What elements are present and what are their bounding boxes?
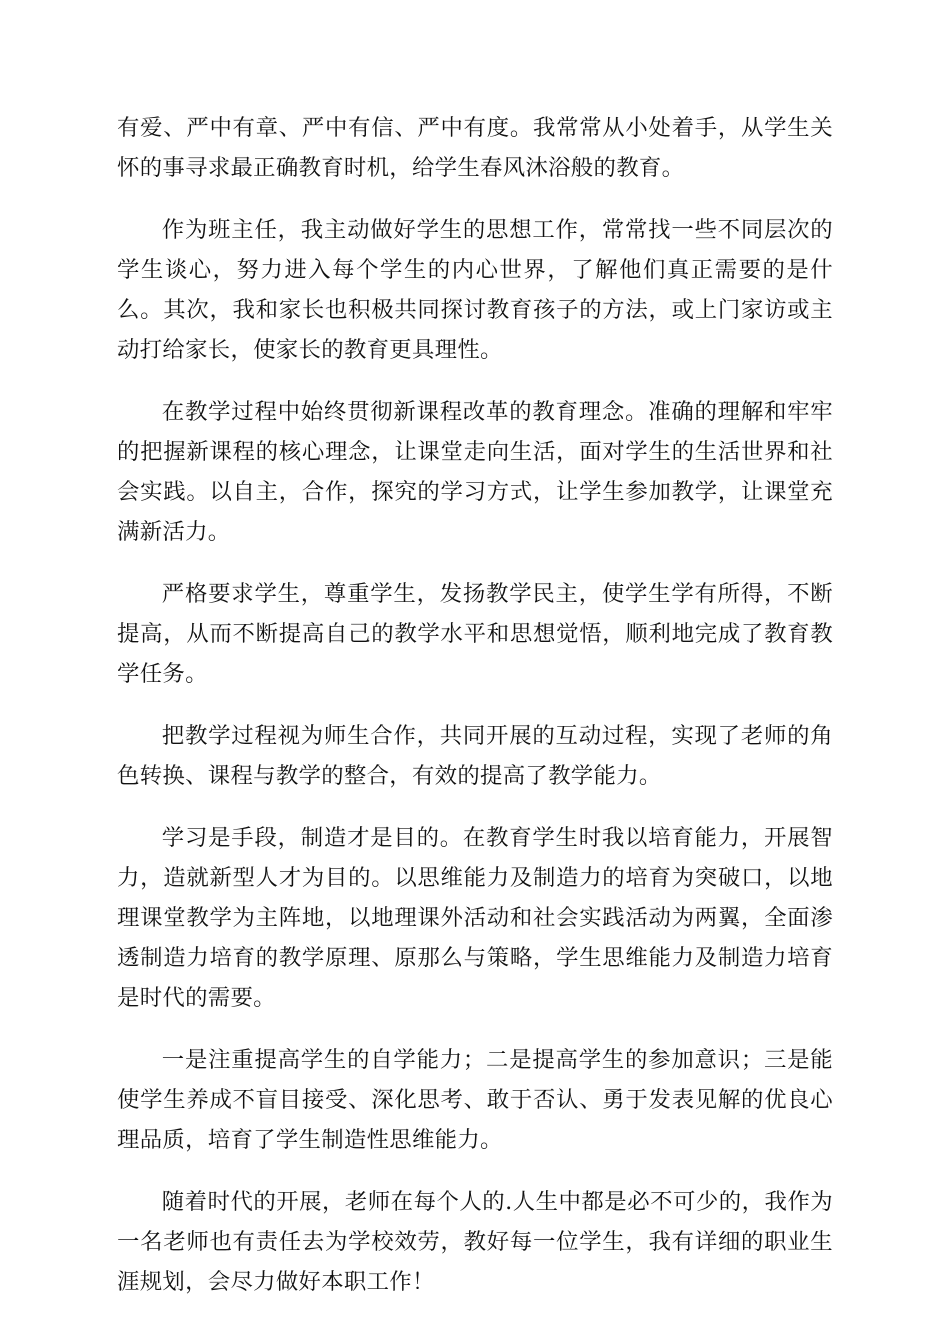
paragraph-3: 在教学过程中始终贯彻新课程改革的教育理念。准确的理解和牢牢的把握新课程的核心理念，让课堂走向生活，面对学生的生活世界和社会实践。以自主，合作，探究的学习方式，让学生参加教学，让课堂充满新活力。 bbox=[117, 399, 833, 545]
paragraph-8: 随着时代的开展，老师在每个人的.人生中都是必不可少的，我作为一名老师也有责任去为学校效劳，教好每一位学生，我有详细的职业生涯规划，会尽力做好本职工作！ bbox=[117, 1189, 833, 1295]
document-page bbox=[117, 108, 833, 1324]
paragraph-4: 严格要求学生，尊重学生，发扬教学民主，使学生学有所得，不断提高，从而不断提高自己的教学水平和思想觉悟，顺利地完成了教育教学任务。 bbox=[117, 581, 833, 687]
paragraph-5: 把教学过程视为师生合作，共同开展的互动过程，实现了老师的角色转换、课程与教学的整合，有效的提高了教学能力。 bbox=[117, 723, 833, 789]
paragraph-7: 一是注重提高学生的自学能力；二是提高学生的参加意识；三是能使学生养成不盲目接受、深化思考、敢于否认、勇于发表见解的优良心理品质，培育了学生制造性思维能力。 bbox=[117, 1047, 833, 1153]
paragraph-2: 作为班主任，我主动做好学生的思想工作，常常找一些不同层次的学生谈心，努力进入每个学生的内心世界，了解他们真正需要的是什么。其次，我和家长也积极共同探讨教育孩子的方法，或上门家访或主动打给家长，使家长的教育更具理性。 bbox=[117, 217, 833, 363]
paragraph-1: 有爱、严中有章、严中有信、严中有度。我常常从小处着手，从学生关怀的事寻求最正确教育时机，给学生春风沐浴般的教育。 bbox=[117, 115, 833, 181]
paragraph-6: 学习是手段，制造才是目的。在教育学生时我以培育能力，开展智力，造就新型人才为目的。以思维能力及制造力的培育为突破口，以地理课堂教学为主阵地，以地理课外活动和社会实践活动为两翼，全面渗透制造力培育的教学原理、原那么与策略，学生思维能力及制造力培育是时代的需要。 bbox=[117, 825, 833, 1011]
